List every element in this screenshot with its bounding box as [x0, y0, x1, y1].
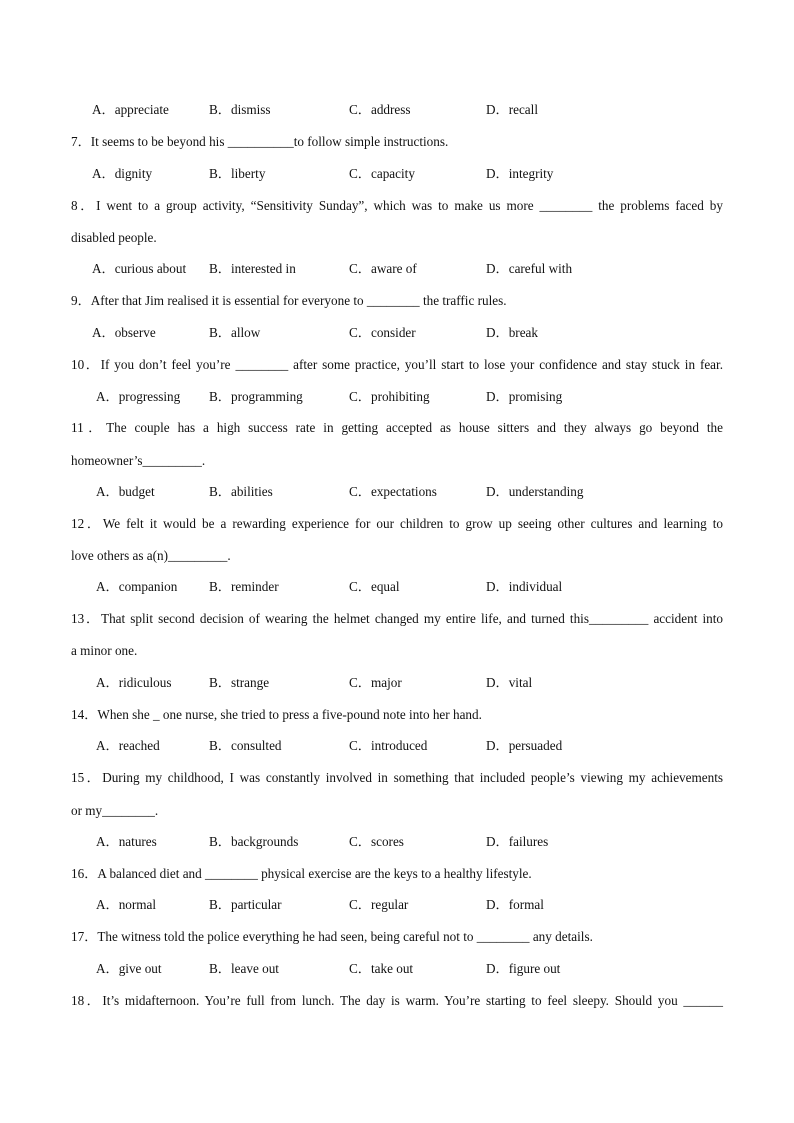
- q7-option-b: B．liberty: [209, 166, 266, 181]
- q9-option-c: C．consider: [349, 325, 416, 340]
- q8-option-a: A．curious about: [92, 261, 187, 276]
- q6-option-a: A．appreciate: [92, 102, 169, 117]
- q7-option-c: C．capacity: [349, 166, 415, 181]
- q11-stem-line1: 11．The couple has a high success rate in getting accepted as house sitters and they always go beyond the: [71, 420, 723, 435]
- q15-options: [96, 834, 736, 850]
- q12-stem-line1: 12．We felt it would be a rewarding experience for our children to grow up seeing other cultures and learning to: [71, 516, 723, 531]
- q14-options: [96, 738, 736, 754]
- q13-stem-line1: 13．That split second decision of wearing the helmet changed my entire life, and turned this_________ accident into: [71, 611, 723, 626]
- q15-option-a: A．natures: [96, 834, 157, 849]
- q17-option-a: A．give out: [96, 961, 162, 976]
- q9-options: [92, 325, 732, 341]
- q15-option-c: C．scores: [349, 834, 404, 849]
- q11-stem-line2: homeowner’s_________.: [71, 453, 206, 468]
- q12-option-a: A．companion: [96, 579, 178, 594]
- q13-options: [96, 675, 736, 691]
- q17-option-d: D．figure out: [486, 961, 561, 976]
- q9-option-a: A．observe: [92, 325, 156, 340]
- q15-option-b: B．backgrounds: [209, 834, 299, 849]
- q11-option-c: C．expectations: [349, 484, 437, 499]
- q16-option-c: C．regular: [349, 897, 409, 912]
- q7-options: [92, 166, 732, 182]
- q13-option-a: A．ridiculous: [96, 675, 172, 690]
- q9-stem: 9．After that Jim realised it is essential for everyone to ________ the traffic rules.: [71, 293, 507, 308]
- q17-option-b: B．leave out: [209, 961, 279, 976]
- q16-option-b: B．particular: [209, 897, 282, 912]
- q10-option-c: C．prohibiting: [349, 389, 430, 404]
- q16-stem: 16．A balanced diet and ________ physical exercise are the keys to a healthy lifestyle.: [71, 866, 532, 881]
- q9-option-d: D．break: [486, 325, 538, 340]
- q15-stem-line1: 15．During my childhood, I was constantly involved in something that included people’s viewing my achievements: [71, 770, 723, 785]
- q13-option-c: C．major: [349, 675, 402, 690]
- q6-option-d: D．recall: [486, 102, 538, 117]
- q7-option-a: A．dignity: [92, 166, 153, 181]
- q12-option-c: C．equal: [349, 579, 400, 594]
- q11-options: [96, 484, 736, 500]
- q12-option-b: B．reminder: [209, 579, 279, 594]
- q10-option-a: A．progressing: [96, 389, 181, 404]
- q13-option-b: B．strange: [209, 675, 270, 690]
- q11-option-d: D．understanding: [486, 484, 584, 499]
- q16-option-a: A．normal: [96, 897, 157, 912]
- q10-option-b: B．programming: [209, 389, 303, 404]
- q12-stem-line2: love others as a(n)_________.: [71, 548, 231, 563]
- q6-option-c: C．address: [349, 102, 411, 117]
- q13-stem-line2: a minor one.: [71, 643, 138, 658]
- q16-options: [96, 897, 736, 913]
- q8-stem-line1: 8．I went to a group activity, “Sensitivity Sunday”, which was to make us more ________ the problems faced by: [71, 198, 723, 213]
- q13-option-d: D．vital: [486, 675, 533, 690]
- q10-stem: 10．If you don’t feel you’re ________ after some practice, you’ll start to lose your confidence and stay stuck in fear.: [71, 357, 723, 372]
- q10-options: [96, 389, 736, 405]
- q6-option-b: B．dismiss: [209, 102, 271, 117]
- q10-option-d: D．promising: [486, 389, 563, 404]
- q15-stem-line2: or my________.: [71, 803, 159, 818]
- q17-options: [96, 961, 736, 977]
- q8-options: [92, 261, 732, 277]
- q14-option-a: A．reached: [96, 738, 160, 753]
- q9-option-b: B．allow: [209, 325, 261, 340]
- q7-stem: 7．It seems to be beyond his __________to follow simple instructions.: [71, 134, 449, 149]
- q7-option-d: D．integrity: [486, 166, 554, 181]
- q15-option-d: D．failures: [486, 834, 549, 849]
- q8-option-b: B．interested in: [209, 261, 296, 276]
- q12-options: [96, 579, 736, 595]
- q12-option-d: D．individual: [486, 579, 563, 594]
- q14-option-b: B．consulted: [209, 738, 282, 753]
- q11-option-b: B．abilities: [209, 484, 273, 499]
- q8-stem-line2: disabled people.: [71, 230, 157, 245]
- q16-option-d: D．formal: [486, 897, 544, 912]
- q17-stem: 17．The witness told the police everything he had seen, being careful not to ________ any details.: [71, 929, 593, 944]
- q8-option-c: C．aware of: [349, 261, 417, 276]
- q6-options: [92, 102, 732, 118]
- q8-option-d: D．careful with: [486, 261, 573, 276]
- q18-stem-line1: 18．It’s midafternoon. You’re full from lunch. The day is warm. You’re starting to feel sleepy. Should you ______: [71, 993, 723, 1008]
- q17-option-c: C．take out: [349, 961, 414, 976]
- q14-stem: 14．When she _ one nurse, she tried to press a five-pound note into her hand.: [71, 707, 482, 722]
- q14-option-c: C．introduced: [349, 738, 428, 753]
- q11-option-a: A．budget: [96, 484, 155, 499]
- q14-option-d: D．persuaded: [486, 738, 563, 753]
